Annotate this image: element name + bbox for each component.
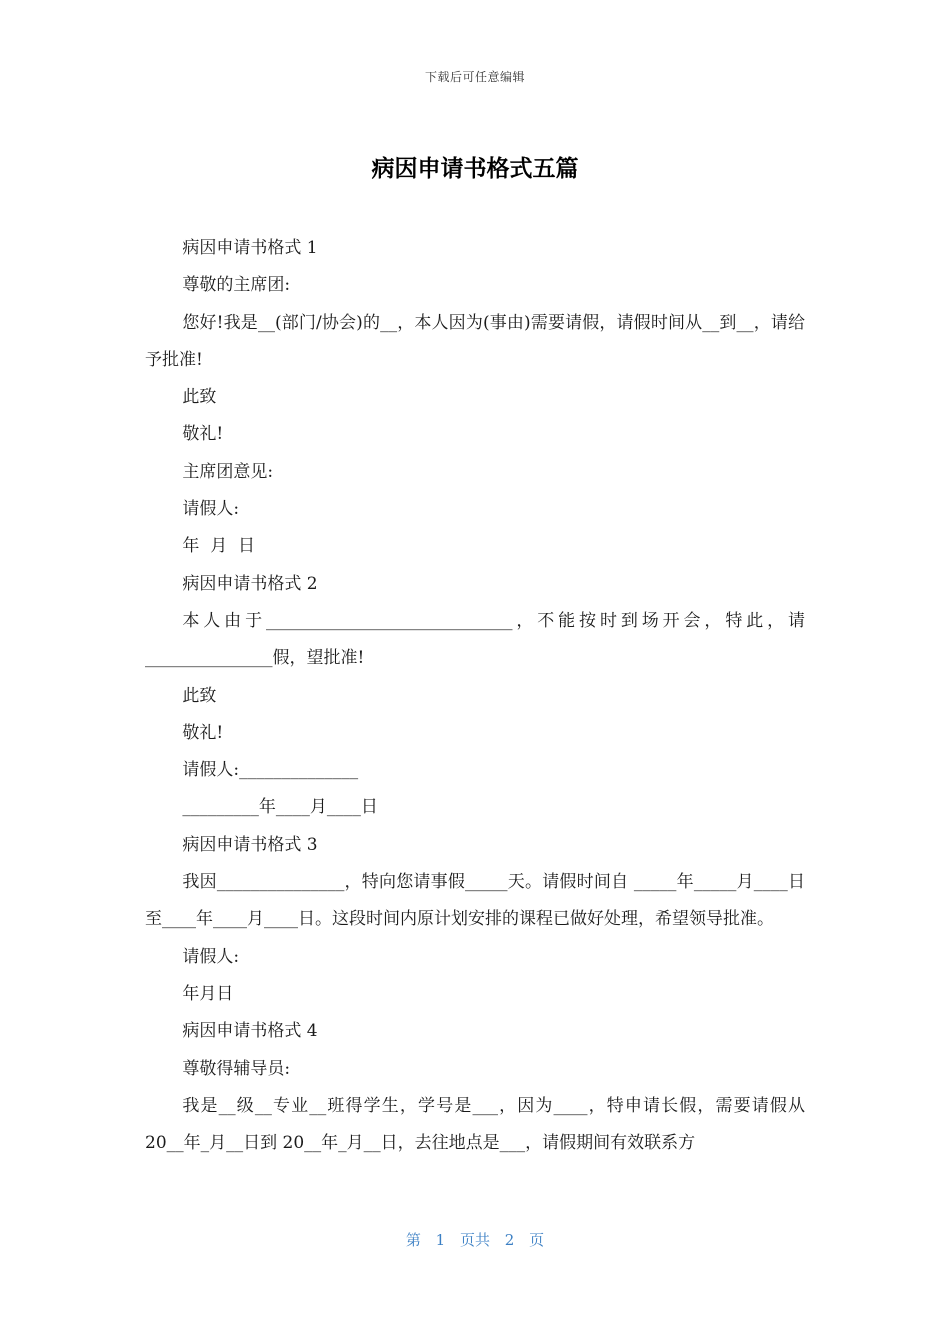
body-paragraph: 本人由于_____________________________，不能按时到场开会，特此，请_______________假，望批准! — [145, 610, 805, 669]
body-paragraph: 您好!我是__(部门/协会)的__，本人因为(事由)需要请假，请假时间从__到__，请给予批准! — [145, 312, 805, 370]
section-heading-1: 病因申请书格式 1 — [182, 238, 318, 258]
closing-line: 敬礼! — [182, 722, 224, 743]
section-heading-2: 病因申请书格式 2 — [182, 573, 318, 594]
section-heading-4: 病因申请书格式 4 — [182, 1021, 318, 1042]
body-paragraph: 我因_______________，特向您请事假_____天。请假时间自 _____年_____月____日至____年____月____日。这段时间内原计划安排的课程已做好处理，希望领导批准。 — [145, 872, 805, 930]
closing-line: 敬礼! — [182, 424, 224, 445]
field-label: 请假人:______________ — [182, 760, 359, 781]
page-number: 第 1 页共 2 页 — [405, 1231, 545, 1249]
salutation: 尊敬得辅导员: — [182, 1058, 291, 1079]
closing-line: 此致 — [182, 387, 217, 408]
date-line: 年月日 — [182, 983, 234, 1004]
date-line: 年 月 日 — [182, 536, 256, 557]
section-heading-3: 病因申请书格式 3 — [182, 834, 318, 855]
document-title: 病因申请书格式五篇 — [371, 156, 579, 182]
field-label: 主席团意见: — [182, 461, 274, 482]
body-paragraph: 我是__级__专业__班得学生，学号是___，因为____，特申请长假，需要请假从 20__年_月__日到 20__年_月__日，去往地点是___，请假期间有效联系方 — [145, 1095, 811, 1154]
header-note: 下载后可任意编辑 — [424, 70, 525, 84]
salutation: 尊敬的主席团: — [182, 275, 291, 296]
date-line: _________年____月____日 — [182, 797, 378, 818]
field-label: 请假人: — [182, 946, 240, 967]
field-label: 请假人: — [182, 499, 240, 520]
document-body — [145, 230, 811, 1162]
closing-line: 此致 — [182, 685, 217, 706]
